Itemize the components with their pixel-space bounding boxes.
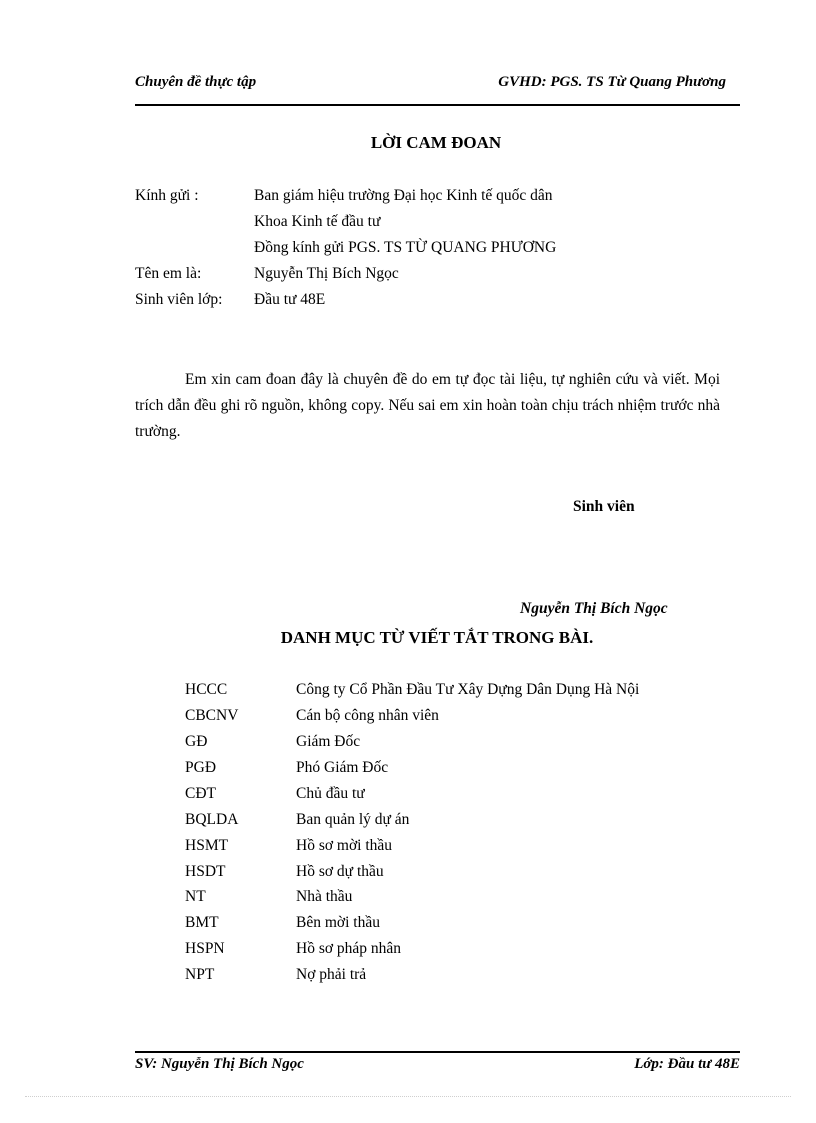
abbr-meaning: Chủ đầu tư	[296, 785, 365, 802]
abbreviations-title: DANH MỤC TỪ VIẾT TẮT TRONG BÀI.	[280, 628, 594, 647]
abbr-meaning: Giám Đốc	[296, 733, 361, 750]
declaration-statement: Em xin cam đoan đây là chuyên đề do em tự đọc tài liệu, tự nghiên cứu và viết. Mọi trích dẫn đều ghi rõ nguồn, không copy. Nếu sai em xin hoàn toàn chịu trách nhiệm trước nhà trường.	[135, 371, 720, 440]
abbr-term: HCCC	[185, 681, 228, 698]
abbr-meaning: Hồ sơ pháp nhân	[296, 940, 402, 957]
abbr-meaning: Nợ phải trả	[296, 966, 367, 983]
abbr-term: GĐ	[185, 733, 208, 750]
abbr-meaning: Ban quản lý dự án	[296, 811, 410, 828]
recipient-line: Ban giám hiệu trường Đại học Kinh tế quốc dân	[254, 187, 553, 204]
abbr-meaning: Cán bộ công nhân viên	[296, 707, 439, 724]
signature-name: Nguyễn Thị Bích Ngọc	[520, 600, 668, 617]
header-left: Chuyên đề thực tập	[135, 74, 257, 90]
header-right: GVHD: PGS. TS Từ Quang Phương	[498, 74, 726, 90]
abbr-meaning: Hồ sơ dự thầu	[296, 863, 384, 880]
name-label: Tên em là:	[135, 265, 202, 282]
name-value: Nguyễn Thị Bích Ngọc	[254, 265, 399, 282]
abbr-term: BQLDA	[185, 811, 239, 828]
abbr-term: NPT	[185, 966, 215, 983]
abbr-term: HSMT	[185, 837, 229, 854]
class-label: Sinh viên lớp:	[135, 291, 223, 308]
abbr-term: BMT	[185, 914, 219, 931]
page-edge-divider	[25, 1096, 791, 1097]
abbr-term: CBCNV	[185, 707, 239, 724]
abbr-meaning: Hồ sơ mời thầu	[296, 837, 393, 854]
header-rule	[135, 104, 740, 106]
recipient-line: Khoa Kinh tế đầu tư	[254, 213, 381, 230]
footer-right: Lớp: Đầu tư 48E	[634, 1056, 740, 1072]
footer-rule	[135, 1051, 740, 1053]
abbr-term: NT	[185, 888, 206, 905]
abbr-meaning: Phó Giám Đốc	[296, 759, 389, 776]
class-value: Đầu tư 48E	[254, 291, 326, 308]
abbr-term: CĐT	[185, 785, 216, 802]
footer-left: SV: Nguyễn Thị Bích Ngọc	[135, 1056, 304, 1072]
recipients-label: Kính gửi :	[135, 187, 199, 204]
abbr-term: PGĐ	[185, 759, 217, 776]
abbr-term: HSPN	[185, 940, 225, 957]
signature-label: Sinh viên	[573, 498, 635, 515]
abbr-meaning: Công ty Cổ Phần Đầu Tư Xây Dựng Dân Dụng Hà Nội	[296, 681, 640, 698]
abbr-meaning: Nhà thầu	[296, 888, 353, 905]
abbr-meaning: Bên mời thầu	[296, 914, 380, 931]
abbr-term: HSDT	[185, 863, 226, 880]
recipient-line: Đồng kính gửi PGS. TS TỪ QUANG PHƯƠNG	[254, 239, 557, 256]
declaration-title: LỜI CAM ĐOAN	[370, 133, 502, 152]
